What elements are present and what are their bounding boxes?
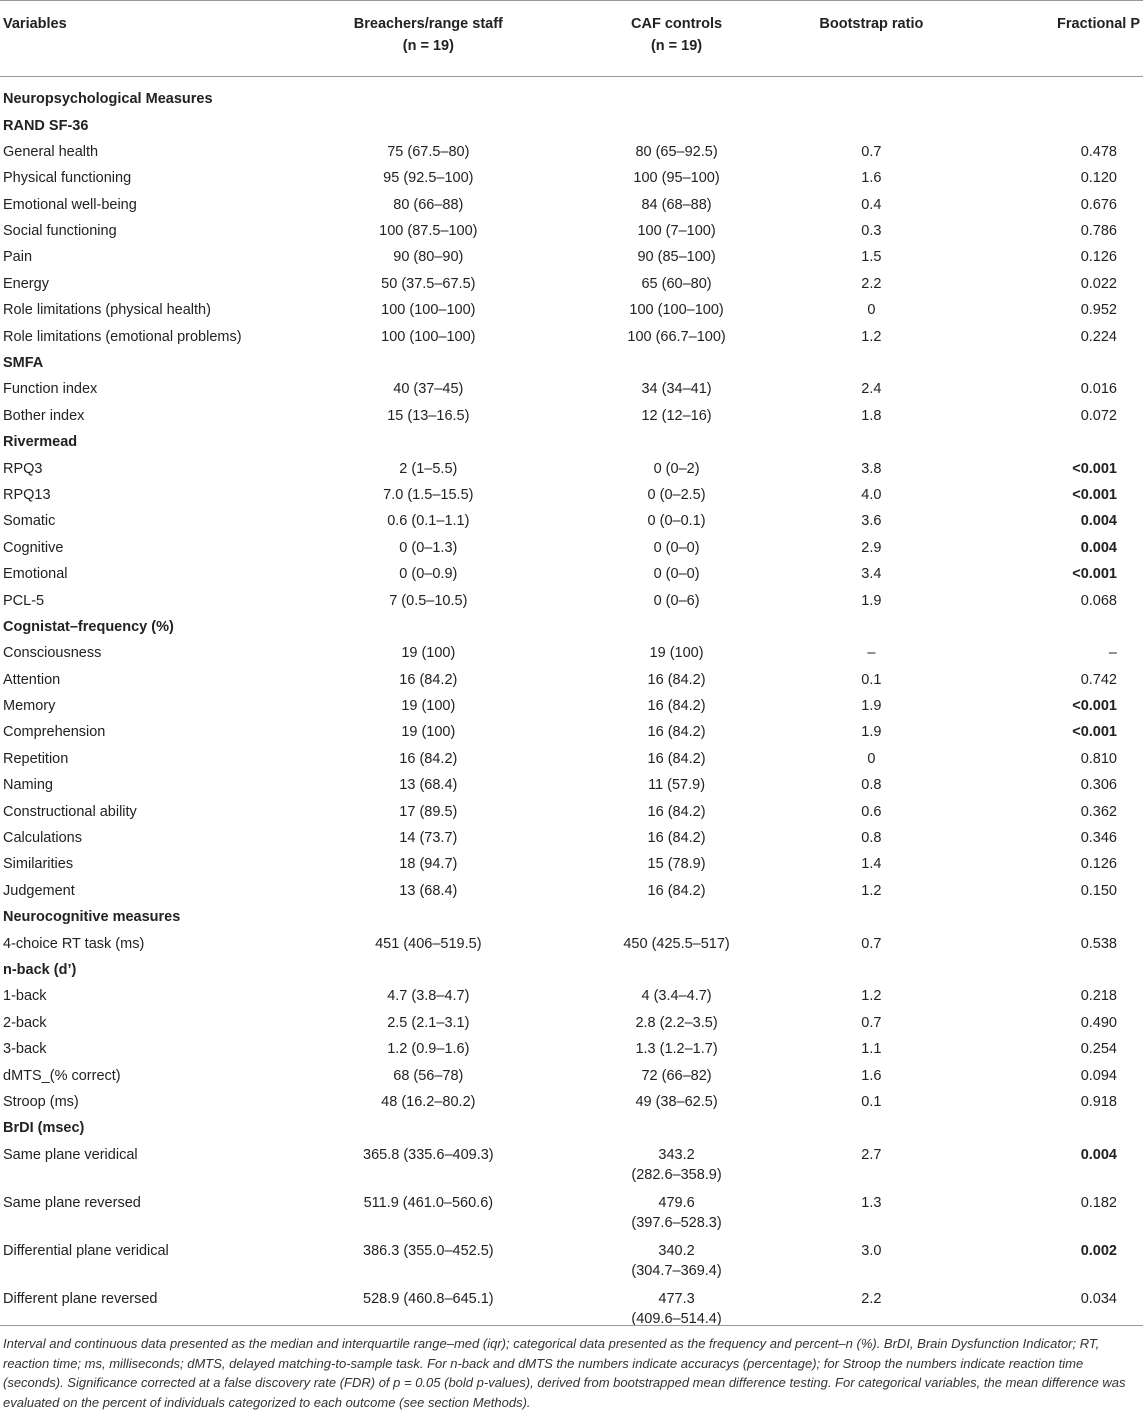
- header-breachers: [295, 1, 561, 77]
- section-row: [0, 614, 1143, 640]
- section-row: [0, 77, 1143, 113]
- row-variable: 2-back: [3, 1014, 47, 1031]
- section-row: [0, 350, 1143, 376]
- row-bootstrap: 1.9: [861, 724, 882, 741]
- row-variable: Pain: [3, 249, 33, 266]
- row-breachers: 80 (66–88): [393, 196, 464, 213]
- row-fractional-p: 0.538: [1080, 935, 1117, 952]
- row-caf-median: 343.2: [658, 1146, 695, 1163]
- row-caf: 16 (84.2): [647, 671, 706, 688]
- row-bootstrap: 0.7: [861, 935, 882, 952]
- row-caf: 0 (0–0.1): [647, 513, 706, 530]
- row-caf-iqr: (397.6–528.3): [631, 1214, 722, 1231]
- row-bootstrap: 3.4: [861, 566, 882, 583]
- row-bootstrap: 0.8: [861, 830, 882, 847]
- row-fractional-p: <0.001: [1072, 698, 1117, 715]
- header-bootstrap: Bootstrap ratio: [792, 1, 951, 77]
- row-bootstrap: 1.6: [861, 170, 882, 187]
- row-variable: Energy: [3, 275, 49, 292]
- header-fractional-p: Fractional P: [951, 1, 1143, 77]
- row-bootstrap: 0.3: [861, 223, 882, 240]
- row-variable: RPQ3: [3, 460, 43, 477]
- row-bootstrap: 0.1: [861, 1093, 882, 1110]
- row-bootstrap: 1.5: [861, 249, 882, 266]
- row-caf: 80 (65–92.5): [635, 143, 718, 160]
- row-variable: Comprehension: [3, 724, 106, 741]
- table-row: [0, 561, 1143, 587]
- row-bootstrap: 0: [867, 302, 876, 319]
- table-row: [0, 508, 1143, 534]
- table-row: [0, 297, 1143, 323]
- row-variable: Naming: [3, 777, 53, 794]
- row-breachers: 19 (100): [401, 645, 456, 662]
- row-caf: 0 (0–0): [653, 539, 700, 556]
- row-caf: 4 (3.4–4.7): [641, 988, 712, 1005]
- row-breachers: 40 (37–45): [393, 381, 464, 398]
- table-row: [0, 218, 1143, 244]
- row-breachers: 386.3 (355.0–452.5): [363, 1242, 494, 1259]
- row-breachers: 16 (84.2): [399, 671, 458, 688]
- row-variable: Consciousness: [3, 645, 102, 662]
- table-row: [0, 1190, 1143, 1238]
- row-fractional-p: 0.150: [1080, 882, 1117, 899]
- row-variable: Function index: [3, 381, 98, 398]
- row-fractional-p: 0.254: [1080, 1041, 1117, 1058]
- row-breachers: 15 (13–16.5): [387, 407, 470, 424]
- row-caf: 16 (84.2): [647, 698, 706, 715]
- row-bootstrap: 1.8: [861, 407, 882, 424]
- row-bootstrap: 1.4: [861, 856, 882, 873]
- row-breachers: 4.7 (3.8–4.7): [387, 988, 470, 1005]
- row-caf: 34 (34–41): [641, 381, 712, 398]
- row-breachers: 75 (67.5–80): [387, 143, 470, 160]
- row-fractional-p: –: [1108, 645, 1117, 662]
- table-body: [0, 77, 1143, 1334]
- table-row: [0, 1063, 1143, 1089]
- table-row: [0, 588, 1143, 614]
- row-variable: dMTS_(% correct): [3, 1067, 121, 1084]
- row-bootstrap: 1.2: [861, 328, 882, 345]
- table-row: [0, 667, 1143, 693]
- row-breachers: 16 (84.2): [399, 750, 458, 767]
- row-fractional-p: 0.362: [1080, 803, 1117, 820]
- section-heading: SMFA: [3, 355, 44, 372]
- row-bootstrap: 1.2: [861, 882, 882, 899]
- section-heading: Neuropsychological Measures: [3, 91, 213, 107]
- row-breachers: 0 (0–0.9): [399, 566, 458, 583]
- row-caf: 16 (84.2): [647, 750, 706, 767]
- row-breachers: 511.9 (461.0–560.6): [363, 1194, 494, 1211]
- row-bootstrap: –: [867, 645, 876, 662]
- row-caf: 16 (84.2): [647, 803, 706, 820]
- section-row: [0, 957, 1143, 983]
- header-caf-n: (n = 19): [650, 38, 703, 54]
- row-fractional-p: 0.490: [1080, 1014, 1117, 1031]
- row-fractional-p: <0.001: [1072, 724, 1117, 741]
- table-row: [0, 983, 1143, 1009]
- row-variable: Stroop (ms): [3, 1093, 79, 1110]
- row-breachers: 1.2 (0.9–1.6): [387, 1041, 470, 1058]
- row-fractional-p: 0.034: [1080, 1290, 1117, 1307]
- row-caf: 0 (0–6): [653, 592, 700, 609]
- row-caf: 1.3 (1.2–1.7): [635, 1041, 718, 1058]
- row-breachers: 2.5 (2.1–3.1): [387, 1014, 470, 1031]
- row-breachers: 48 (16.2–80.2): [381, 1093, 476, 1110]
- row-caf: [561, 1190, 791, 1238]
- table-row: [0, 1089, 1143, 1115]
- row-bootstrap: 0.6: [861, 803, 882, 820]
- row-variable: 4-choice RT task (ms): [3, 935, 145, 952]
- table-row: [0, 851, 1143, 877]
- table-row: [0, 482, 1143, 508]
- row-breachers: 19 (100): [401, 724, 456, 741]
- header-breachers-n: (n = 19): [402, 38, 454, 54]
- row-bootstrap: 2.4: [861, 381, 882, 398]
- row-caf: 12 (12–16): [641, 407, 712, 424]
- row-bootstrap: 2.9: [861, 539, 882, 556]
- row-variable: Judgement: [3, 882, 75, 899]
- row-fractional-p: 0.126: [1080, 856, 1117, 873]
- row-variable: Constructional ability: [3, 803, 137, 820]
- section-row: [0, 904, 1143, 930]
- row-caf: 450 (425.5–517): [623, 935, 730, 952]
- row-caf: [561, 1238, 791, 1286]
- row-bootstrap: 2.2: [861, 275, 882, 292]
- row-bootstrap: 3.0: [861, 1242, 882, 1259]
- row-fractional-p: 0.810: [1080, 750, 1117, 767]
- table-row: [0, 1238, 1143, 1286]
- row-fractional-p: 0.918: [1080, 1093, 1117, 1110]
- section-heading: RAND SF-36: [3, 117, 89, 134]
- row-caf-iqr: (304.7–369.4): [631, 1262, 722, 1279]
- row-caf: 84 (68–88): [641, 196, 712, 213]
- row-bootstrap: 0.4: [861, 196, 882, 213]
- section-row: [0, 429, 1143, 455]
- header-caf: [561, 1, 791, 77]
- row-caf: 49 (38–62.5): [635, 1093, 718, 1110]
- row-caf: 11 (57.9): [648, 777, 706, 794]
- row-variable: General health: [3, 143, 99, 160]
- row-fractional-p: 0.742: [1080, 671, 1117, 688]
- row-breachers: 100 (100–100): [381, 328, 476, 345]
- row-variable: Physical functioning: [3, 170, 132, 187]
- row-variable: Bother index: [3, 407, 85, 424]
- row-fractional-p: 0.004: [1080, 539, 1117, 556]
- row-fractional-p: 0.478: [1080, 143, 1117, 160]
- row-bootstrap: 2.7: [861, 1146, 882, 1163]
- row-fractional-p: 0.002: [1080, 1242, 1117, 1259]
- row-bootstrap: 3.8: [861, 460, 882, 477]
- row-bootstrap: 1.9: [861, 592, 882, 609]
- row-bootstrap: 0.8: [861, 777, 882, 794]
- row-variable: Different plane reversed: [3, 1290, 158, 1307]
- row-variable: Calculations: [3, 830, 82, 847]
- header-breachers-label: Breachers/range staff: [353, 16, 503, 32]
- row-breachers: 17 (89.5): [399, 803, 458, 820]
- table-row: [0, 825, 1143, 851]
- row-breachers: 7.0 (1.5–15.5): [383, 486, 474, 503]
- row-bootstrap: 4.0: [861, 486, 882, 503]
- row-bootstrap: 3.6: [861, 513, 882, 530]
- row-fractional-p: 0.346: [1080, 830, 1117, 847]
- table-row: [0, 192, 1143, 218]
- header-caf-label: CAF controls: [631, 16, 723, 32]
- row-bootstrap: 1.6: [861, 1067, 882, 1084]
- row-variable: Differential plane veridical: [3, 1242, 169, 1259]
- row-caf-iqr: (282.6–358.9): [631, 1166, 722, 1183]
- row-breachers: 19 (100): [401, 698, 456, 715]
- row-fractional-p: 0.016: [1080, 381, 1117, 398]
- row-caf-median: 479.6: [658, 1194, 695, 1211]
- row-bootstrap: 1.3: [861, 1194, 882, 1211]
- row-caf: 65 (60–80): [641, 275, 712, 292]
- row-variable: 1-back: [3, 988, 47, 1005]
- table-row: [0, 1142, 1143, 1190]
- row-caf: 100 (7–100): [637, 223, 716, 240]
- row-breachers: 0.6 (0.1–1.1): [387, 513, 470, 530]
- row-variable: Somatic: [3, 513, 56, 530]
- table-footnote: Interval and continuous data presented as the median and interquartile range–med (iqr); categorical data presented as the frequency and percent–n (%). BrDI, Brain Dysfunction Indicator; RT, reaction time; ms, milliseconds; dMTS, delayed matching-to-sample task. For n-back and dMTS the numbers indicate accuracys (percentage); for Stroop the numbers indicate reaction time (seconds). Significance corrected at a false discovery rate (FDR) of p = 0.05 (bold p-values), derived from bootstrapped mean difference testing. For categorical variables, the mean difference was evaluated on the percent of individuals categorized to each outcome (see section Methods).: [0, 1325, 1143, 1412]
- row-variable: Cognitive: [3, 539, 64, 556]
- row-caf: 0 (0–0): [653, 566, 700, 583]
- row-breachers: 0 (0–1.3): [399, 539, 458, 556]
- row-breachers: 95 (92.5–100): [383, 170, 474, 187]
- row-bootstrap: 0.1: [861, 671, 882, 688]
- row-variable: Similarities: [3, 856, 74, 873]
- row-variable: Emotional well-being: [3, 196, 137, 213]
- row-caf: 100 (66.7–100): [627, 328, 726, 345]
- row-fractional-p: 0.218: [1080, 988, 1117, 1005]
- row-caf: 100 (100–100): [629, 302, 724, 319]
- row-caf: 16 (84.2): [647, 724, 706, 741]
- table-row: [0, 376, 1143, 402]
- row-breachers: 7 (0.5–10.5): [389, 592, 468, 609]
- table-row: [0, 139, 1143, 165]
- row-fractional-p: 0.224: [1080, 328, 1117, 345]
- row-caf: 0 (0–2.5): [647, 486, 706, 503]
- row-breachers: 528.9 (460.8–645.1): [363, 1290, 494, 1307]
- row-breachers: 13 (68.4): [399, 777, 458, 794]
- table-row: [0, 271, 1143, 297]
- row-caf-iqr: (409.6–514.4): [631, 1310, 722, 1327]
- table-row: [0, 799, 1143, 825]
- row-caf: 16 (84.2): [647, 882, 706, 899]
- section-heading: n-back (d’): [3, 962, 77, 978]
- row-bootstrap: 1.2: [861, 988, 882, 1005]
- section-heading: BrDI (msec): [3, 1120, 85, 1137]
- table-row: [0, 324, 1143, 350]
- row-breachers: 50 (37.5–67.5): [381, 275, 476, 292]
- table-row: [0, 640, 1143, 666]
- row-bootstrap: 0.7: [861, 143, 882, 160]
- section-heading: Cognistat–frequency (%): [3, 618, 174, 635]
- row-caf: 15 (78.9): [647, 856, 706, 873]
- table-row: [0, 719, 1143, 745]
- row-caf: 16 (84.2): [647, 830, 706, 847]
- row-breachers: 365.8 (335.6–409.3): [363, 1146, 494, 1163]
- row-variable: Role limitations (physical health): [3, 302, 211, 319]
- row-breachers: 13 (68.4): [399, 882, 458, 899]
- row-fractional-p: <0.001: [1072, 460, 1117, 477]
- section-heading: Rivermead: [3, 434, 78, 451]
- header-row: [0, 1, 1143, 77]
- row-caf: 2.8 (2.2–3.5): [635, 1014, 718, 1031]
- table-row: [0, 535, 1143, 561]
- row-variable: Role limitations (emotional problems): [3, 328, 242, 345]
- row-breachers: 100 (100–100): [381, 302, 476, 319]
- row-variable: Same plane veridical: [3, 1146, 138, 1163]
- header-variables: Variables: [0, 1, 295, 77]
- table-row: [0, 456, 1143, 482]
- row-variable: Social functioning: [3, 223, 117, 240]
- row-breachers: 90 (80–90): [393, 249, 464, 266]
- row-bootstrap: 1.1: [861, 1041, 882, 1058]
- row-fractional-p: 0.094: [1080, 1067, 1117, 1084]
- row-caf: 100 (95–100): [633, 170, 720, 187]
- row-bootstrap: 1.9: [861, 698, 882, 715]
- row-caf: 90 (85–100): [637, 249, 716, 266]
- row-fractional-p: 0.786: [1080, 223, 1117, 240]
- row-breachers: 14 (73.7): [399, 830, 458, 847]
- section-row: [0, 1115, 1143, 1141]
- row-fractional-p: 0.126: [1080, 249, 1117, 266]
- section-row: [0, 113, 1143, 139]
- row-variable: Same plane reversed: [3, 1194, 141, 1211]
- table-row: [0, 403, 1143, 429]
- row-bootstrap: 0: [867, 750, 876, 767]
- table-row: [0, 1010, 1143, 1036]
- table-row: [0, 1036, 1143, 1062]
- row-fractional-p: 0.182: [1080, 1194, 1117, 1211]
- row-fractional-p: <0.001: [1072, 566, 1117, 583]
- row-fractional-p: 0.004: [1080, 513, 1117, 530]
- row-fractional-p: 0.022: [1080, 275, 1117, 292]
- table-row: [0, 746, 1143, 772]
- row-caf: [561, 1142, 791, 1190]
- row-fractional-p: 0.306: [1080, 777, 1117, 794]
- row-fractional-p: 0.004: [1080, 1146, 1117, 1163]
- section-heading: Neurocognitive measures: [3, 909, 181, 926]
- row-breachers: 68 (56–78): [393, 1067, 464, 1084]
- row-breachers: 18 (94.7): [399, 856, 458, 873]
- table-row: [0, 693, 1143, 719]
- row-fractional-p: 0.068: [1080, 592, 1117, 609]
- table-row: [0, 165, 1143, 191]
- row-caf: 72 (66–82): [641, 1067, 712, 1084]
- row-variable: RPQ13: [3, 486, 51, 503]
- table-row: [0, 772, 1143, 798]
- row-fractional-p: 0.676: [1080, 196, 1117, 213]
- row-breachers: 100 (87.5–100): [379, 223, 478, 240]
- row-variable: Repetition: [3, 750, 69, 767]
- row-caf-median: 340.2: [658, 1242, 695, 1259]
- row-variable: Memory: [3, 698, 56, 715]
- row-breachers: 451 (406–519.5): [375, 935, 482, 952]
- row-breachers: 2 (1–5.5): [399, 460, 458, 477]
- row-variable: PCL-5: [3, 592, 45, 609]
- row-caf: 19 (100): [649, 645, 704, 662]
- row-fractional-p: 0.072: [1080, 407, 1117, 424]
- row-fractional-p: <0.001: [1072, 486, 1117, 503]
- row-variable: Attention: [3, 671, 61, 688]
- row-caf-median: 477.3: [658, 1290, 695, 1307]
- table-row: [0, 244, 1143, 270]
- row-bootstrap: 0.7: [861, 1014, 882, 1031]
- row-bootstrap: 2.2: [861, 1290, 882, 1307]
- row-caf: 0 (0–2): [653, 460, 700, 477]
- table-row: [0, 931, 1143, 957]
- table-row: [0, 878, 1143, 904]
- row-fractional-p: 0.120: [1080, 170, 1117, 187]
- row-variable: 3-back: [3, 1041, 47, 1058]
- row-fractional-p: 0.952: [1080, 302, 1117, 319]
- row-variable: Emotional: [3, 566, 68, 583]
